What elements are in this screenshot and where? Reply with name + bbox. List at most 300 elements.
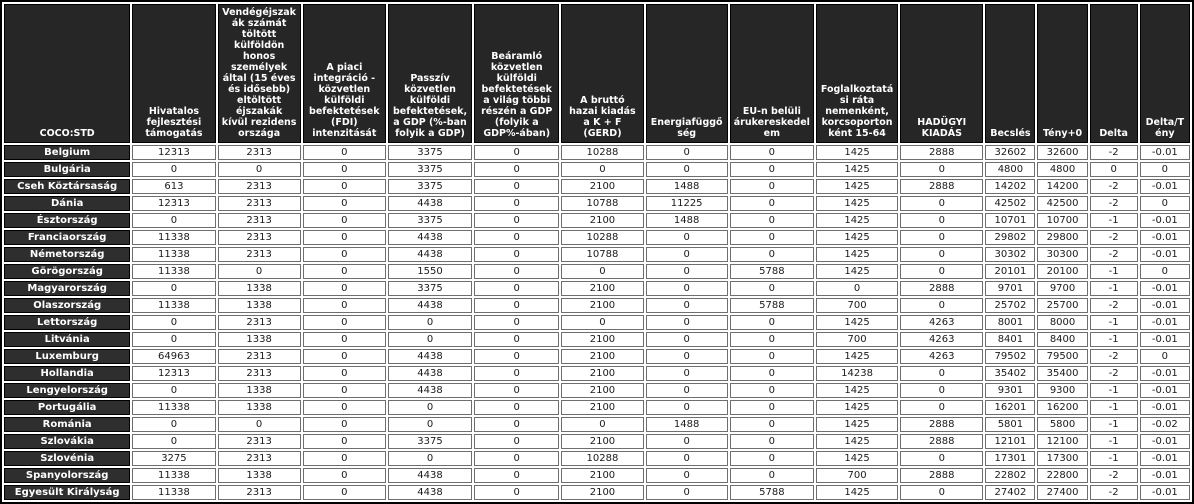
- data-cell: 1425: [816, 485, 898, 500]
- data-cell: 0: [303, 349, 386, 364]
- column-header: Foglalkoztatási ráta nemenként, korcsoportonként 15-64: [816, 4, 898, 143]
- data-cell: 3375: [388, 213, 472, 228]
- data-cell: 0: [1090, 162, 1138, 177]
- data-cell: -0.01: [1140, 485, 1190, 500]
- data-cell: 0: [303, 434, 386, 449]
- data-cell: 29802: [985, 230, 1035, 245]
- data-cell: 0: [646, 298, 728, 313]
- row-header-country: Észtország: [4, 213, 130, 228]
- data-cell: 0: [303, 264, 386, 279]
- data-cell: 22800: [1037, 468, 1087, 483]
- data-cell: 1338: [218, 281, 301, 296]
- data-cell: 0: [474, 281, 559, 296]
- data-cell: 2313: [218, 434, 301, 449]
- table-row: [4, 179, 1190, 194]
- column-header: Tény+0: [1037, 4, 1087, 143]
- row-header-country: Lengyelország: [4, 383, 130, 398]
- data-cell: 4800: [985, 162, 1035, 177]
- data-cell: 0: [730, 468, 814, 483]
- data-cell: 4263: [900, 332, 983, 347]
- data-cell: 1425: [816, 315, 898, 330]
- table-body: [4, 145, 1190, 500]
- column-header: Delta/Tény: [1140, 4, 1190, 143]
- data-cell: 11338: [132, 298, 215, 313]
- data-cell: 9700: [1037, 281, 1087, 296]
- data-cell: 2313: [218, 179, 301, 194]
- data-cell: 0: [730, 349, 814, 364]
- data-cell: 9701: [985, 281, 1035, 296]
- row-header-country: Szlovénia: [4, 451, 130, 466]
- data-cell: -0.01: [1140, 366, 1190, 381]
- data-cell: 17300: [1037, 451, 1087, 466]
- data-cell: 12313: [132, 196, 215, 211]
- data-cell: 2100: [561, 434, 643, 449]
- data-cell: 20100: [1037, 264, 1087, 279]
- data-cell: 17301: [985, 451, 1035, 466]
- data-cell: 2313: [218, 451, 301, 466]
- data-cell: 0: [646, 230, 728, 245]
- data-cell: 0: [474, 179, 559, 194]
- data-cell: 2888: [900, 281, 983, 296]
- data-cell: 0: [646, 145, 728, 160]
- table-row: [4, 332, 1190, 347]
- data-cell: 0: [646, 315, 728, 330]
- data-cell: 0: [303, 468, 386, 483]
- data-cell: 12100: [1037, 434, 1087, 449]
- data-cell: 0: [132, 332, 215, 347]
- data-cell: 0: [1140, 264, 1190, 279]
- data-cell: 0: [303, 332, 386, 347]
- table-row: [4, 230, 1190, 245]
- data-cell: 1425: [816, 451, 898, 466]
- data-cell: 0: [900, 247, 983, 262]
- data-cell: -1: [1090, 213, 1138, 228]
- data-cell: 0: [730, 281, 814, 296]
- column-header: Vendégéjszakák számát töltött külföldön honos személyek által (15 éves és idősebb) eltöltött éjszakák kívül rezidens országa: [218, 4, 301, 143]
- table-row: [4, 417, 1190, 432]
- data-cell: 0: [474, 247, 559, 262]
- data-cell: 0: [474, 264, 559, 279]
- data-cell: 4438: [388, 485, 472, 500]
- data-cell: 2313: [218, 213, 301, 228]
- data-cell: -0.01: [1140, 281, 1190, 296]
- data-cell: 10288: [561, 145, 643, 160]
- data-cell: -0.02: [1140, 417, 1190, 432]
- data-cell: 1338: [218, 400, 301, 415]
- data-cell: 2100: [561, 468, 643, 483]
- data-cell: 0: [132, 213, 215, 228]
- data-cell: 4438: [388, 196, 472, 211]
- data-cell: 8401: [985, 332, 1035, 347]
- column-header: Beáramló közvetlen külföldi befektetések a világ többi részén a GDP (folyik a GDP%-ában): [474, 4, 559, 143]
- column-header: Becslés: [985, 4, 1035, 143]
- data-cell: 0: [730, 434, 814, 449]
- data-cell: 0: [132, 434, 215, 449]
- data-cell: 0: [474, 332, 559, 347]
- data-cell: 1488: [646, 213, 728, 228]
- data-cell: -0.01: [1140, 434, 1190, 449]
- data-cell: 0: [474, 485, 559, 500]
- data-cell: 2100: [561, 383, 643, 398]
- data-cell: 22802: [985, 468, 1035, 483]
- data-cell: 1338: [218, 468, 301, 483]
- data-cell: -1: [1090, 417, 1138, 432]
- data-cell: 0: [474, 400, 559, 415]
- data-cell: -0.01: [1140, 145, 1190, 160]
- data-cell: 2313: [218, 315, 301, 330]
- data-cell: 0: [561, 417, 643, 432]
- table-row: [4, 162, 1190, 177]
- row-header-country: Magyarország: [4, 281, 130, 296]
- data-cell: -0.01: [1140, 213, 1190, 228]
- data-cell: 0: [561, 162, 643, 177]
- data-cell: 0: [132, 281, 215, 296]
- data-cell: -2: [1090, 247, 1138, 262]
- table-row: [4, 281, 1190, 296]
- data-cell: -0.01: [1140, 298, 1190, 313]
- data-cell: 11225: [646, 196, 728, 211]
- data-cell: 2100: [561, 298, 643, 313]
- table-row: [4, 451, 1190, 466]
- data-cell: 0: [730, 196, 814, 211]
- data-cell: 4438: [388, 230, 472, 245]
- data-cell: 35400: [1037, 366, 1087, 381]
- data-cell: 0: [646, 434, 728, 449]
- data-cell: 0: [646, 349, 728, 364]
- data-cell: 10788: [561, 247, 643, 262]
- data-cell: 0: [646, 468, 728, 483]
- table-row: [4, 213, 1190, 228]
- data-cell: -0.01: [1140, 332, 1190, 347]
- data-cell: 0: [474, 162, 559, 177]
- table-row: [4, 485, 1190, 500]
- data-cell: 0: [1140, 196, 1190, 211]
- row-header-country: Lettország: [4, 315, 130, 330]
- data-cell: 2888: [900, 417, 983, 432]
- data-cell: 3375: [388, 162, 472, 177]
- data-cell: 4438: [388, 298, 472, 313]
- data-cell: 14202: [985, 179, 1035, 194]
- data-cell: 0: [730, 213, 814, 228]
- data-cell: 16201: [985, 400, 1035, 415]
- data-cell: 5788: [730, 485, 814, 500]
- column-header: HADÜGYI KIADÁS: [900, 4, 983, 143]
- data-cell: -0.01: [1140, 383, 1190, 398]
- data-cell: 0: [561, 315, 643, 330]
- row-header-country: Litvánia: [4, 332, 130, 347]
- data-cell: 0: [132, 162, 215, 177]
- data-cell: 1425: [816, 230, 898, 245]
- data-cell: 2313: [218, 485, 301, 500]
- data-cell: 42500: [1037, 196, 1087, 211]
- data-cell: -0.01: [1140, 179, 1190, 194]
- table-row: [4, 383, 1190, 398]
- data-cell: -2: [1090, 145, 1138, 160]
- data-cell: 14200: [1037, 179, 1087, 194]
- data-cell: -2: [1090, 230, 1138, 245]
- data-cell: 1425: [816, 264, 898, 279]
- data-cell: 0: [900, 451, 983, 466]
- data-cell: 0: [816, 281, 898, 296]
- corner-header-coco-std: COCO:STD: [4, 4, 130, 143]
- data-cell: 0: [474, 434, 559, 449]
- table-row: [4, 247, 1190, 262]
- data-cell: 4438: [388, 383, 472, 398]
- data-cell: 30302: [985, 247, 1035, 262]
- data-cell: 3275: [132, 451, 215, 466]
- data-cell: 79502: [985, 349, 1035, 364]
- table-row: [4, 298, 1190, 313]
- data-cell: 0: [303, 485, 386, 500]
- data-cell: 0: [303, 162, 386, 177]
- data-cell: 10701: [985, 213, 1035, 228]
- data-cell: 1488: [646, 179, 728, 194]
- data-cell: 0: [388, 417, 472, 432]
- data-cell: 2313: [218, 349, 301, 364]
- data-cell: 11338: [132, 400, 215, 415]
- data-cell: 8400: [1037, 332, 1087, 347]
- data-cell: 613: [132, 179, 215, 194]
- data-cell: 1425: [816, 247, 898, 262]
- data-cell: 9300: [1037, 383, 1087, 398]
- data-cell: 14238: [816, 366, 898, 381]
- data-cell: 0: [900, 400, 983, 415]
- data-cell: 0: [730, 315, 814, 330]
- data-cell: -2: [1090, 179, 1138, 194]
- data-cell: 2888: [900, 468, 983, 483]
- data-cell: 0: [1140, 349, 1190, 364]
- data-cell: 3375: [388, 434, 472, 449]
- data-cell: 2888: [900, 434, 983, 449]
- data-cell: 25702: [985, 298, 1035, 313]
- column-header: EU-n belüli árukereskedelem: [730, 4, 814, 143]
- column-header: Passzív közvetlen külföldi befektetések, a GDP (%-ban folyik a GDP): [388, 4, 472, 143]
- data-cell: 700: [816, 468, 898, 483]
- data-cell: 0: [474, 230, 559, 245]
- data-cell: 1425: [816, 179, 898, 194]
- data-cell: 0: [900, 383, 983, 398]
- data-cell: -2: [1090, 485, 1138, 500]
- data-cell: 1425: [816, 213, 898, 228]
- data-cell: 11338: [132, 485, 215, 500]
- data-cell: 0: [474, 366, 559, 381]
- data-cell: 3375: [388, 145, 472, 160]
- data-cell: 0: [646, 451, 728, 466]
- data-cell: 0: [561, 264, 643, 279]
- data-cell: -1: [1090, 315, 1138, 330]
- data-cell: 8001: [985, 315, 1035, 330]
- data-cell: 0: [646, 332, 728, 347]
- data-cell: 0: [132, 383, 215, 398]
- data-cell: 10288: [561, 451, 643, 466]
- data-cell: 64963: [132, 349, 215, 364]
- data-cell: 29800: [1037, 230, 1087, 245]
- data-cell: 0: [646, 485, 728, 500]
- data-cell: 0: [474, 451, 559, 466]
- data-cell: 27400: [1037, 485, 1087, 500]
- row-header-country: Románia: [4, 417, 130, 432]
- data-cell: 0: [474, 468, 559, 483]
- data-cell: 1338: [218, 383, 301, 398]
- row-header-country: Egyesült Királyság: [4, 485, 130, 500]
- data-cell: 0: [303, 315, 386, 330]
- data-cell: 0: [474, 196, 559, 211]
- data-cell: 0: [646, 383, 728, 398]
- data-cell: 1425: [816, 145, 898, 160]
- data-cell: 5788: [730, 264, 814, 279]
- row-header-country: Szlovákia: [4, 434, 130, 449]
- data-cell: 0: [730, 366, 814, 381]
- data-cell: -0.01: [1140, 468, 1190, 483]
- data-cell: 0: [730, 247, 814, 262]
- data-cell: 0: [730, 417, 814, 432]
- data-cell: 0: [474, 349, 559, 364]
- row-header-country: Bulgária: [4, 162, 130, 177]
- data-cell: 2313: [218, 196, 301, 211]
- data-cell: -2: [1090, 298, 1138, 313]
- data-cell: 8000: [1037, 315, 1087, 330]
- data-cell: 79500: [1037, 349, 1087, 364]
- data-cell: 0: [218, 162, 301, 177]
- data-cell: -1: [1090, 332, 1138, 347]
- row-header-country: Olaszország: [4, 298, 130, 313]
- row-header-country: Franciaország: [4, 230, 130, 245]
- data-cell: -2: [1090, 468, 1138, 483]
- data-cell: 0: [303, 247, 386, 262]
- data-cell: 32602: [985, 145, 1035, 160]
- data-cell: -0.01: [1140, 400, 1190, 415]
- data-cell: 0: [730, 400, 814, 415]
- data-cell: -0.01: [1140, 247, 1190, 262]
- data-cell: -1: [1090, 264, 1138, 279]
- data-cell: -1: [1090, 281, 1138, 296]
- data-cell: 25700: [1037, 298, 1087, 313]
- data-cell: 0: [474, 417, 559, 432]
- data-cell: -0.01: [1140, 315, 1190, 330]
- data-cell: 0: [388, 315, 472, 330]
- data-cell: 1338: [218, 298, 301, 313]
- data-cell: 0: [303, 196, 386, 211]
- data-cell: 0: [474, 298, 559, 313]
- data-cell: 1425: [816, 349, 898, 364]
- data-cell: 2313: [218, 145, 301, 160]
- data-cell: 0: [303, 281, 386, 296]
- data-cell: 42502: [985, 196, 1035, 211]
- row-header-country: Spanyolország: [4, 468, 130, 483]
- data-cell: -1: [1090, 400, 1138, 415]
- row-header-country: Görögország: [4, 264, 130, 279]
- data-cell: 12313: [132, 366, 215, 381]
- column-header: A bruttó hazai kiadás a K + F (GERD): [561, 4, 643, 143]
- data-cell: 4438: [388, 366, 472, 381]
- data-cell: 0: [646, 264, 728, 279]
- data-cell: 1425: [816, 434, 898, 449]
- data-cell: -2: [1090, 196, 1138, 211]
- table-row: [4, 196, 1190, 211]
- data-cell: 4438: [388, 349, 472, 364]
- row-header-country: Németország: [4, 247, 130, 262]
- data-cell: 2100: [561, 366, 643, 381]
- data-cell: 2313: [218, 366, 301, 381]
- data-cell: 0: [388, 332, 472, 347]
- row-header-country: Hollandia: [4, 366, 130, 381]
- data-cell: 700: [816, 332, 898, 347]
- row-header-country: Cseh Köztársaság: [4, 179, 130, 194]
- data-cell: 0: [388, 451, 472, 466]
- header-row: [4, 4, 1190, 143]
- data-cell: 2100: [561, 281, 643, 296]
- data-cell: 0: [900, 162, 983, 177]
- data-cell: -1: [1090, 383, 1138, 398]
- data-cell: 2888: [900, 145, 983, 160]
- data-cell: 0: [900, 298, 983, 313]
- data-cell: 2100: [561, 213, 643, 228]
- data-cell: 0: [900, 366, 983, 381]
- column-header: A piaci integráció - közvetlen külföldi befektetések (FDI) intenzitását: [303, 4, 386, 143]
- column-header: Energiafüggőség: [646, 4, 728, 143]
- data-cell: 11338: [132, 230, 215, 245]
- data-cell: 0: [900, 230, 983, 245]
- data-cell: 2313: [218, 247, 301, 262]
- data-cell: 0: [900, 264, 983, 279]
- row-header-country: Luxemburg: [4, 349, 130, 364]
- data-cell: 2313: [218, 230, 301, 245]
- data-cell: 0: [900, 213, 983, 228]
- data-cell: -0.01: [1140, 451, 1190, 466]
- data-cell: 1425: [816, 417, 898, 432]
- data-cell: 0: [132, 417, 215, 432]
- data-cell: 0: [132, 315, 215, 330]
- data-cell: 0: [218, 417, 301, 432]
- row-header-country: Dánia: [4, 196, 130, 211]
- data-cell: 0: [646, 281, 728, 296]
- data-cell: 1425: [816, 400, 898, 415]
- data-cell: 0: [303, 145, 386, 160]
- table-row: [4, 349, 1190, 364]
- data-cell: -2: [1090, 349, 1138, 364]
- data-cell: 9301: [985, 383, 1035, 398]
- data-cell: -1: [1090, 434, 1138, 449]
- data-cell: 30300: [1037, 247, 1087, 262]
- data-cell: 0: [646, 162, 728, 177]
- data-cell: 1425: [816, 383, 898, 398]
- data-cell: 5801: [985, 417, 1035, 432]
- data-cell: 0: [303, 400, 386, 415]
- data-cell: 20101: [985, 264, 1035, 279]
- data-cell: 4263: [900, 349, 983, 364]
- data-cell: -2: [1090, 366, 1138, 381]
- data-cell: 5800: [1037, 417, 1087, 432]
- data-cell: 0: [303, 383, 386, 398]
- data-cell: 32600: [1037, 145, 1087, 160]
- table-row: [4, 264, 1190, 279]
- data-cell: 0: [730, 162, 814, 177]
- data-cell: 0: [900, 485, 983, 500]
- data-cell: 0: [474, 145, 559, 160]
- data-cell: 5788: [730, 298, 814, 313]
- data-cell: 2100: [561, 485, 643, 500]
- data-cell: 12313: [132, 145, 215, 160]
- data-cell: 11338: [132, 264, 215, 279]
- data-cell: 0: [900, 196, 983, 211]
- data-cell: 4800: [1037, 162, 1087, 177]
- data-cell: -0.01: [1140, 230, 1190, 245]
- data-cell: 0: [303, 417, 386, 432]
- table-row: [4, 145, 1190, 160]
- data-cell: 0: [303, 298, 386, 313]
- data-cell: 0: [303, 451, 386, 466]
- data-cell: 1425: [816, 162, 898, 177]
